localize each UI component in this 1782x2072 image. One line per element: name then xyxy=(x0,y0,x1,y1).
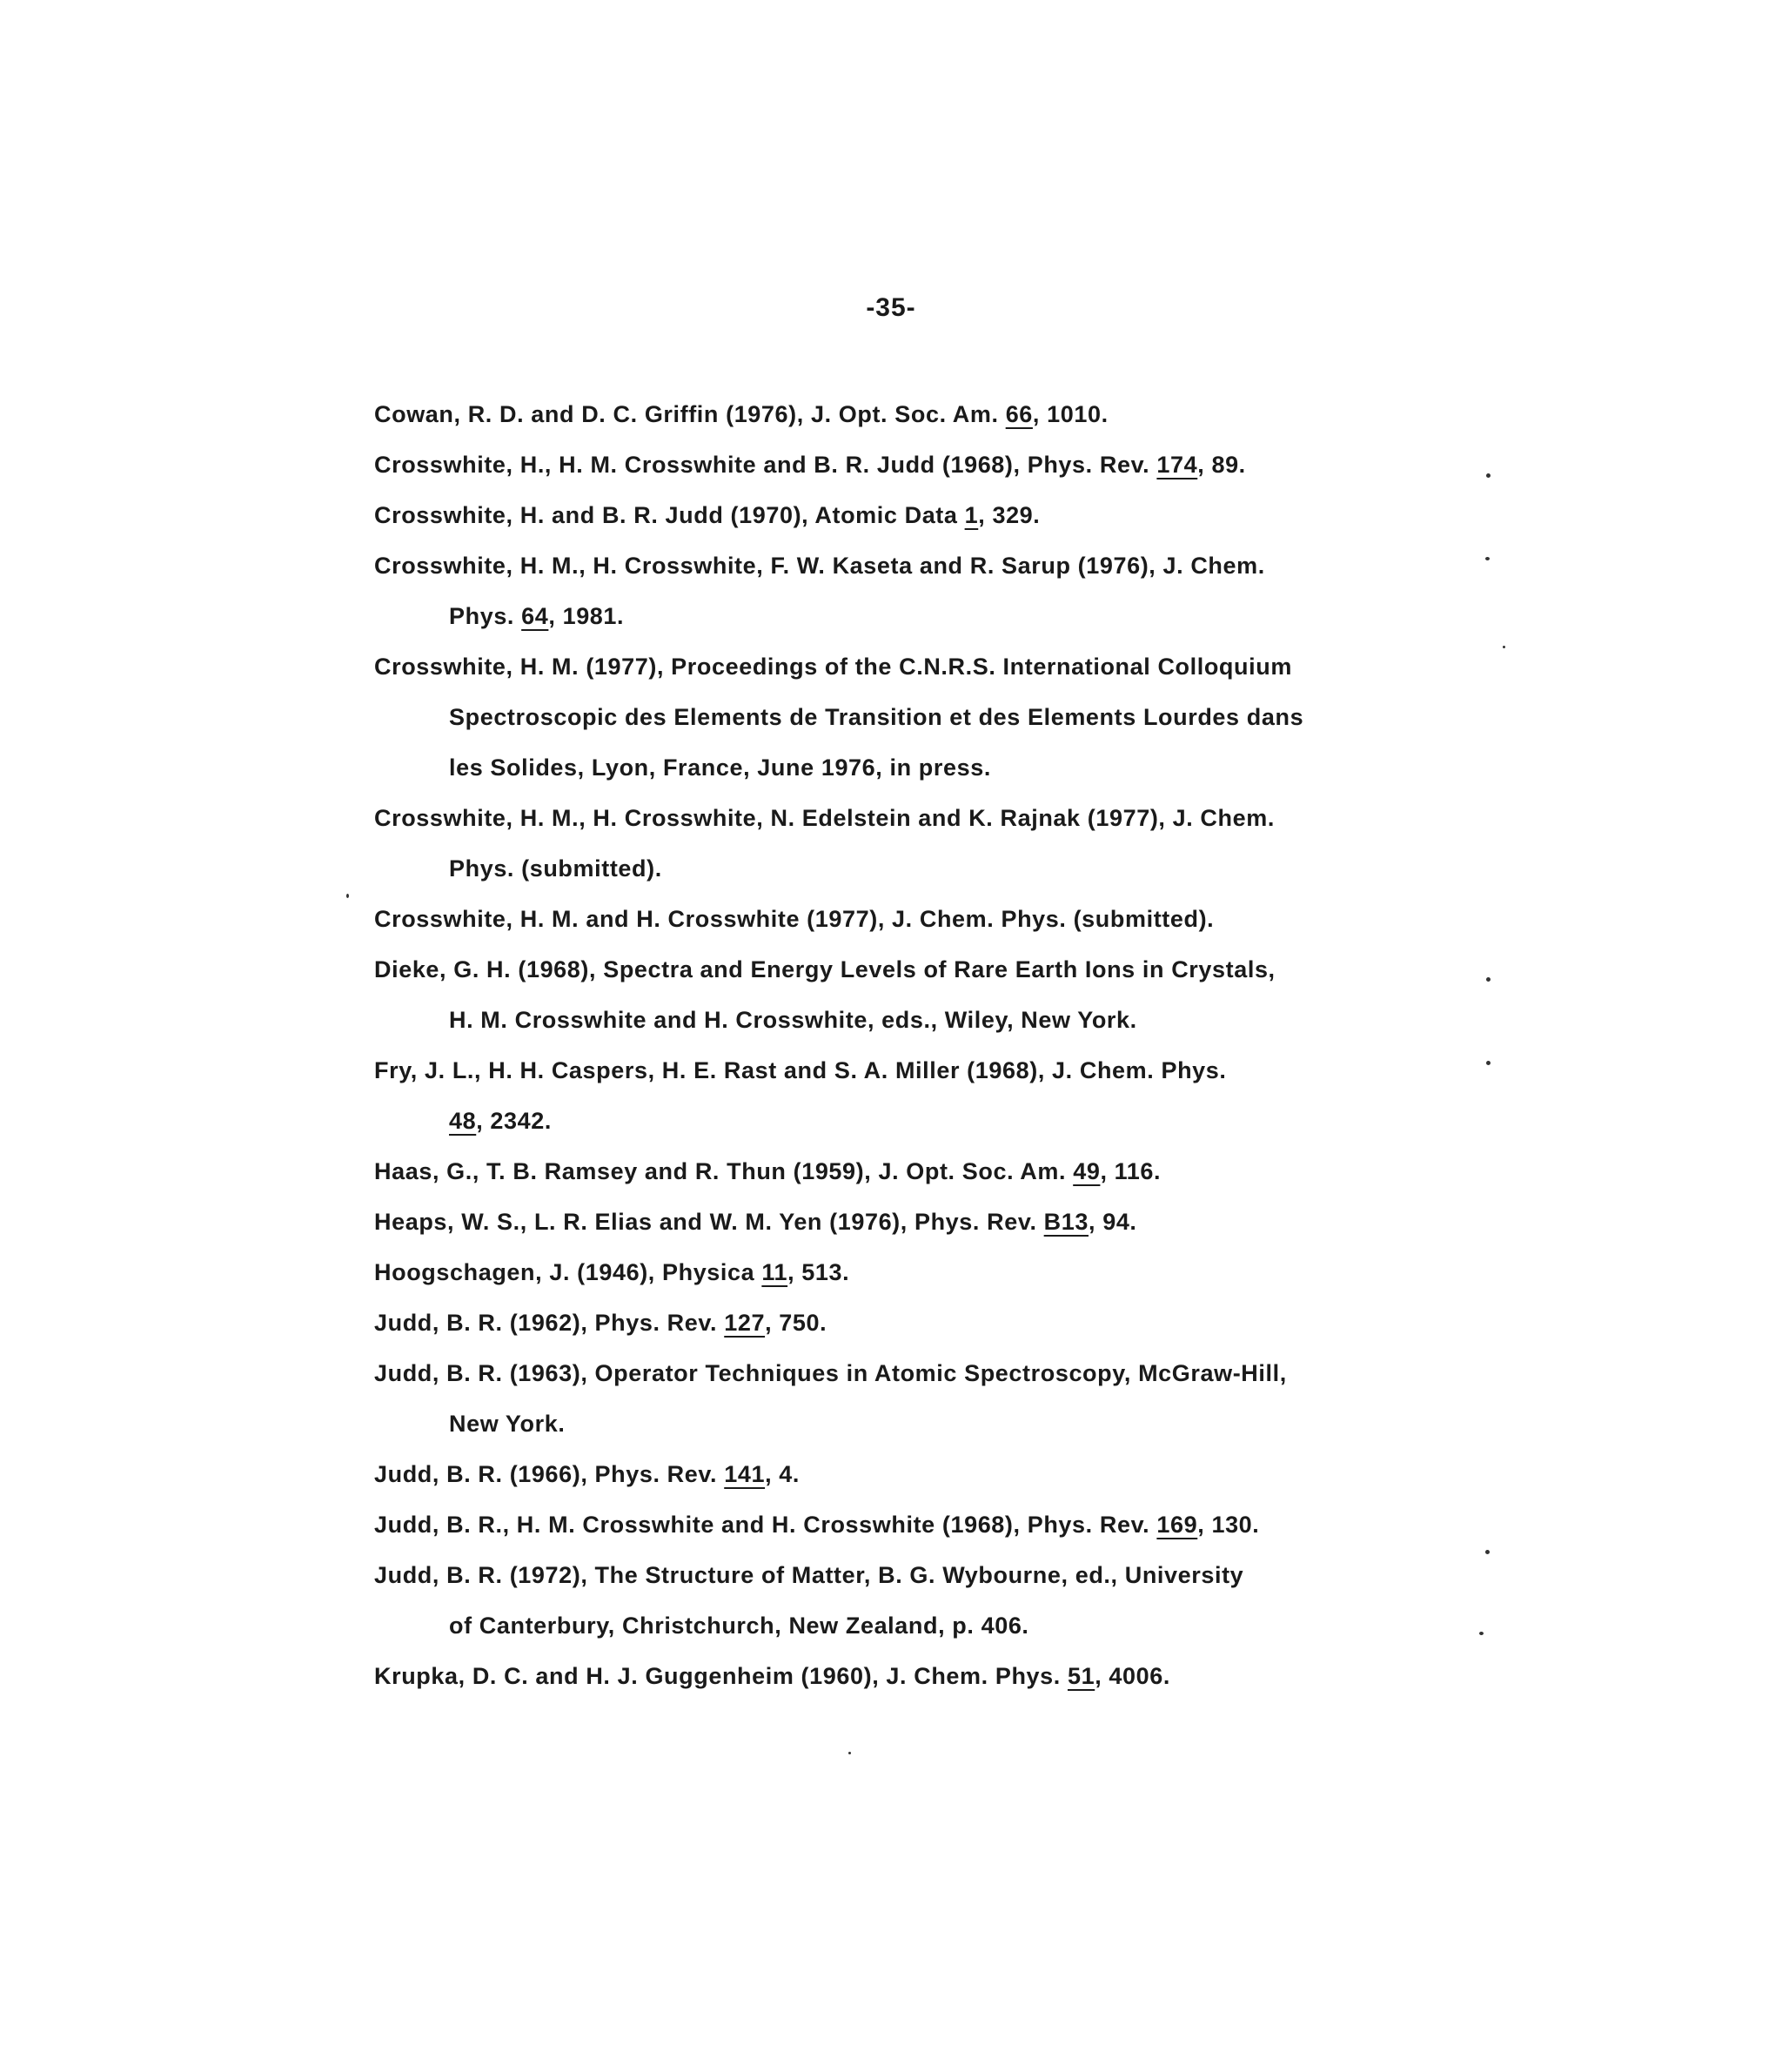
scan-speck xyxy=(1486,473,1491,478)
scan-speck xyxy=(1486,977,1491,982)
volume-number: 169 xyxy=(1156,1512,1198,1538)
volume-number: 174 xyxy=(1156,452,1198,478)
volume-number: 51 xyxy=(1067,1663,1095,1689)
reference-continuation: 48, 2342. xyxy=(449,1108,553,1134)
reference-item: Dieke, G. H. (1968), Spectra and Energy Levels of Rare Earth Ions in Crystals, H. M. Crosswhite and H. Crosswhite, eds., Wiley, New York. xyxy=(374,944,1488,1045)
volume-number: B13 xyxy=(1043,1209,1089,1235)
reference-item: Judd, B. R. (1966), Phys. Rev. 141, 4. xyxy=(374,1461,800,1487)
volume-number: 49 xyxy=(1073,1158,1101,1184)
scan-speck xyxy=(1486,1061,1491,1065)
page-number: -35- xyxy=(866,293,916,322)
scan-speck xyxy=(1485,557,1490,560)
reference-continuation: of Canterbury, Christchurch, New Zealand, p. 406. xyxy=(449,1613,1029,1639)
reference-item: Crosswhite, H. M. (1977), Proceedings of the C.N.R.S. International Colloquium Spectroscopic des Elements de Transition et des Elements Lourdes dans les Solides, Lyon, France, June 1976, in press. xyxy=(374,641,1488,793)
scan-speck xyxy=(1503,646,1505,648)
scan-speck xyxy=(346,894,349,898)
reference-item: Judd, B. R. (1972), The Structure of Matter, B. G. Wybourne, ed., University of Canterbury, Christchurch, New Zealand, p. 406. xyxy=(374,1550,1488,1651)
reference-continuation: Phys. (submitted). xyxy=(449,855,662,882)
volume-number: 66 xyxy=(1005,401,1033,427)
reference-item: Crosswhite, H. M. and H. Crosswhite (1977), J. Chem. Phys. (submitted). xyxy=(374,906,1215,932)
reference-item: Crosswhite, H. and B. R. Judd (1970), Atomic Data 1, 329. xyxy=(374,502,1041,528)
scan-speck xyxy=(1479,1632,1484,1635)
reference-item: Crosswhite, H., H. M. Crosswhite and B. R. Judd (1968), Phys. Rev. 174, 89. xyxy=(374,452,1246,478)
reference-list xyxy=(374,389,1488,1701)
reference-item: Judd, B. R. (1963), Operator Techniques in Atomic Spectroscopy, McGraw-Hill, New York. xyxy=(374,1348,1488,1449)
reference-continuation: New York. xyxy=(449,1411,566,1437)
reference-item: Crosswhite, H. M., H. Crosswhite, N. Edelstein and K. Rajnak (1977), J. Chem. Phys. (submitted). xyxy=(374,793,1488,894)
reference-item: Hoogschagen, J. (1946), Physica 11, 513. xyxy=(374,1259,850,1285)
volume-number: 141 xyxy=(724,1461,766,1487)
reference-item: Haas, G., T. B. Ramsey and R. Thun (1959), J. Opt. Soc. Am. 49, 116. xyxy=(374,1158,1162,1184)
reference-item: Krupka, D. C. and H. J. Guggenheim (1960), J. Chem. Phys. 51, 4006. xyxy=(374,1663,1170,1689)
reference-item: Judd, B. R., H. M. Crosswhite and H. Crosswhite (1968), Phys. Rev. 169, 130. xyxy=(374,1512,1260,1538)
volume-number: 48 xyxy=(449,1108,477,1134)
scan-speck xyxy=(848,1752,851,1754)
volume-number: 64 xyxy=(521,603,549,629)
scan-speck xyxy=(1485,1550,1490,1554)
reference-continuation: les Solides, Lyon, France, June 1976, in press. xyxy=(449,754,991,781)
reference-item: Judd, B. R. (1962), Phys. Rev. 127, 750. xyxy=(374,1310,827,1336)
reference-item: Fry, J. L., H. H. Caspers, H. E. Rast and S. A. Miller (1968), J. Chem. Phys. 48, 2342. xyxy=(374,1045,1488,1146)
reference-continuation: H. M. Crosswhite and H. Crosswhite, eds., Wiley, New York. xyxy=(449,1007,1137,1033)
volume-number: 1 xyxy=(964,502,979,528)
reference-item: Heaps, W. S., L. R. Elias and W. M. Yen (1976), Phys. Rev. B13, 94. xyxy=(374,1209,1137,1235)
reference-continuation: Spectroscopic des Elements de Transition et des Elements Lourdes dans xyxy=(449,704,1304,730)
reference-item: Crosswhite, H. M., H. Crosswhite, F. W. Kaseta and R. Sarup (1976), J. Chem. Phys. 64, 1981. xyxy=(374,540,1488,641)
volume-number: 11 xyxy=(761,1259,788,1285)
reference-continuation: Phys. 64, 1981. xyxy=(449,603,625,629)
volume-number: 127 xyxy=(724,1310,766,1336)
reference-item: Cowan, R. D. and D. C. Griffin (1976), J. Opt. Soc. Am. 66, 1010. xyxy=(374,401,1109,427)
